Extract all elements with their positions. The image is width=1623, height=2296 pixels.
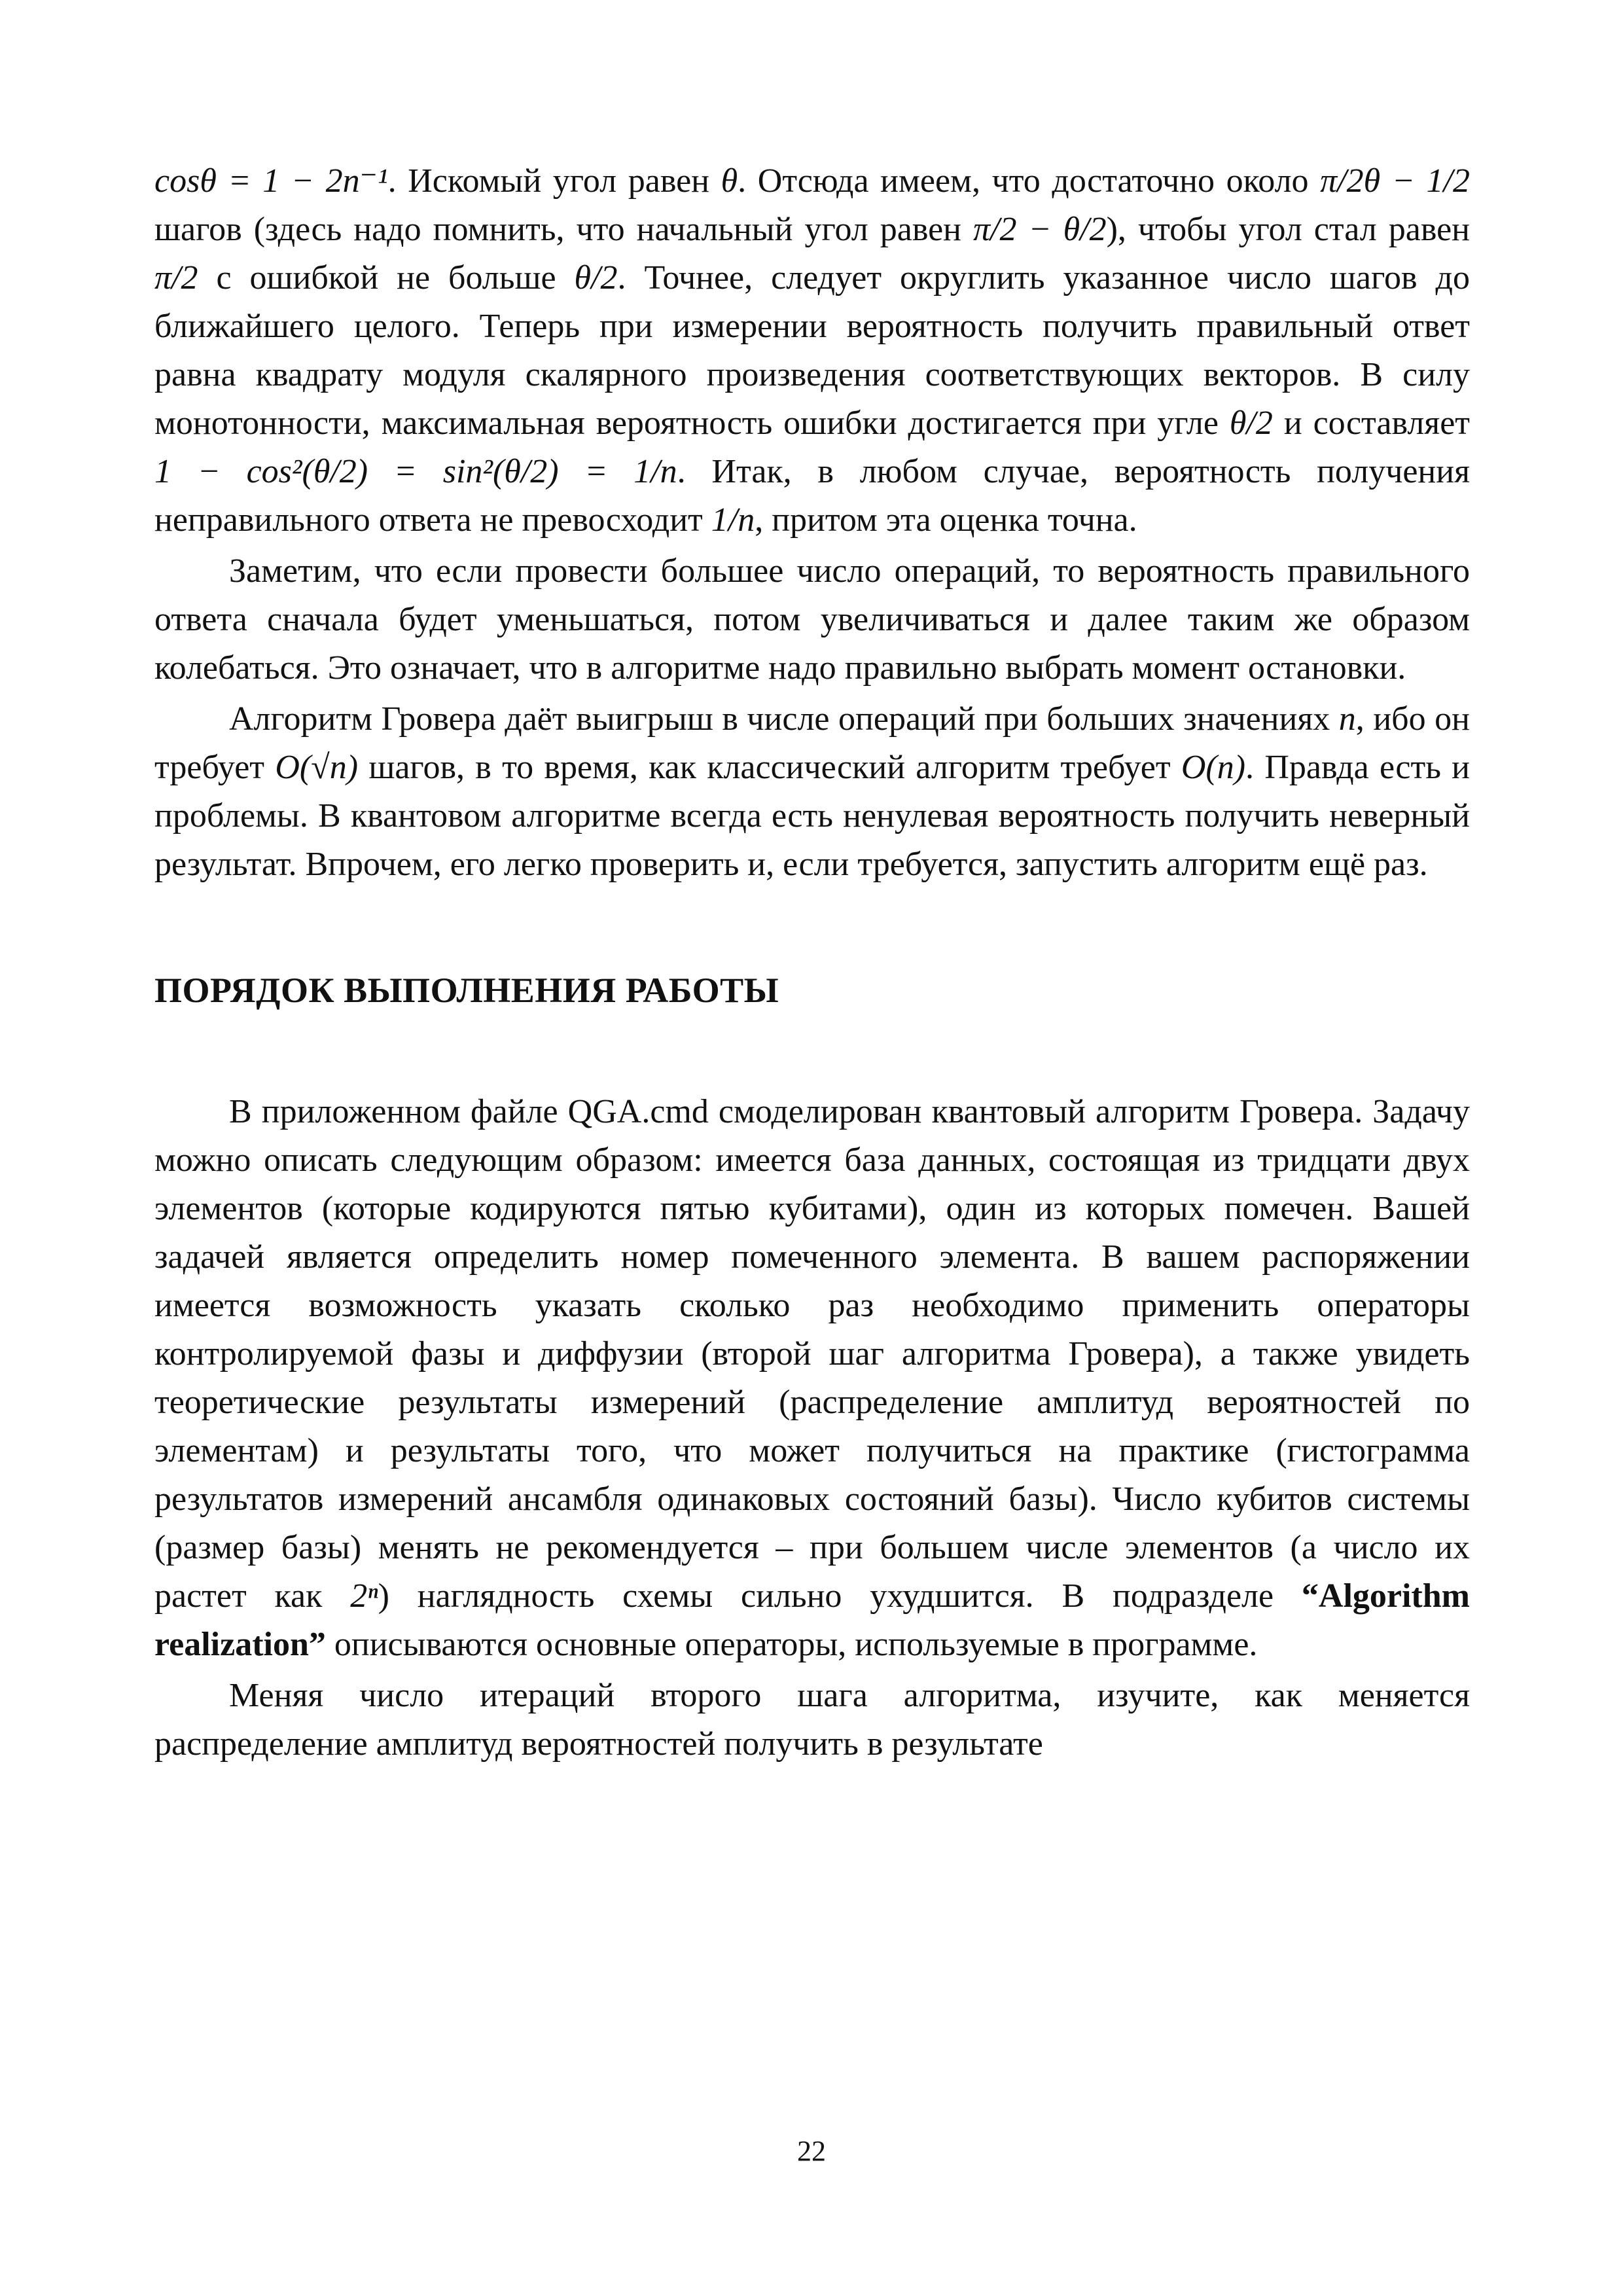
bold-term: “Algorithm realization” xyxy=(154,1577,1470,1663)
text-run: , притом эта оценка точна. xyxy=(755,501,1137,539)
text-run: Алгоритм Гровера даёт выигрыш в числе операций при больших значениях xyxy=(229,700,1339,738)
formula: π/2 xyxy=(154,259,198,296)
page-number: 22 xyxy=(797,2135,826,2167)
formula: cosθ = 1 − 2n⁻¹ xyxy=(154,162,388,200)
paragraph-1 xyxy=(154,157,1470,545)
text-run: описываются основные операторы, используемые в программе. xyxy=(325,1626,1258,1663)
formula: π/2 − θ/2 xyxy=(973,211,1107,248)
text-run: шагов, в то время, как классический алгоритм требует xyxy=(358,749,1181,786)
text-run: . Итак, в любом случае, вероятность получения неправильного ответа не превосходит xyxy=(154,453,1470,539)
text-run: Меняя число итераций второго шага алгоритма, изучите, как меняется распределение амплитуд вероятностей получить в результате xyxy=(154,1677,1470,1763)
text-run: с ошибкой не больше xyxy=(198,259,575,296)
text-run: . Точнее, следует округлить указанное число шагов до ближайшего целого. Теперь при измерении вероятность получить правильный ответ равна квадрату модуля скалярного произведения соответствующих векторов. В силу монотонности, максимальная вероятность ошибки достигается при угле xyxy=(154,259,1470,442)
formula: θ/2 xyxy=(574,259,618,296)
formula: θ xyxy=(721,162,738,200)
formula: π/2θ − 1/2 xyxy=(1320,162,1470,200)
section-heading: ПОРЯДОК ВЫПОЛНЕНИЯ РАБОТЫ xyxy=(154,971,779,1010)
formula: n xyxy=(1338,700,1356,738)
text-run: . Отсюда имеем, что достаточно около xyxy=(738,162,1321,200)
paragraph-4 xyxy=(154,1088,1470,1669)
paragraph-3 xyxy=(154,695,1470,889)
text-run: и составляет xyxy=(1272,404,1471,442)
text-run: ), чтобы угол стал равен xyxy=(1106,211,1470,248)
text-run: ) наглядность схемы сильно ухудшится. В подразделе xyxy=(378,1577,1302,1615)
text-run: . Искомый угол равен xyxy=(387,162,721,200)
text-run: , ибо он требует xyxy=(154,700,1470,786)
formula: 1/n xyxy=(711,501,755,539)
text-run: . Правда есть и проблемы. В квантовом алгоритме всегда есть ненулевая вероятность получить неверный результат. Впрочем, его легко проверить и, если требуется, запустить алгоритм ещё раз. xyxy=(154,749,1470,883)
paragraph-2 xyxy=(154,547,1470,692)
text-run: В приложенном файле QGA.cmd смоделирован квантовый алгоритм Гровера. Задачу можно описать следующим образом: имеется база данных, состоящая из тридцати двух элементов (которые кодируются пятью кубитами), один из которых помечен. Вашей задачей является определить номер помеченного элемента. В вашем распоряжении имеется возможность указать сколько раз необходимо применить операторы контролируемой фазы и диффузии (второй шаг алгоритма Гровера), а также увидеть теоретические результаты измерений (распределение амплитуд вероятностей по элементам) и результаты того, что может получиться на практике (гистограмма результатов измерений ансамбля одинаковых состояний базы). Число кубитов системы (размер базы) менять не рекомендуется – при большем числе элементов (а число их растет как xyxy=(154,1093,1470,1615)
document-page xyxy=(154,157,1470,1768)
formula: 2ⁿ xyxy=(350,1577,378,1615)
text-run: Заметим, что если провести большее число операций, то вероятность правильного ответа сначала будет уменьшаться, потом увеличиваться и далее таким же образом колебаться. Это означает, что в алгоритме надо правильно выбрать момент остановки. xyxy=(154,552,1470,687)
formula: 1 − cos²(θ/2) = sin²(θ/2) = 1/n xyxy=(154,453,677,490)
formula: O(n) xyxy=(1181,749,1246,786)
paragraph-5 xyxy=(154,1672,1470,1768)
formula: θ/2 xyxy=(1229,404,1273,442)
text-run: шагов (здесь надо помнить, что начальный угол равен xyxy=(154,211,973,248)
formula: O(√n) xyxy=(275,749,359,786)
